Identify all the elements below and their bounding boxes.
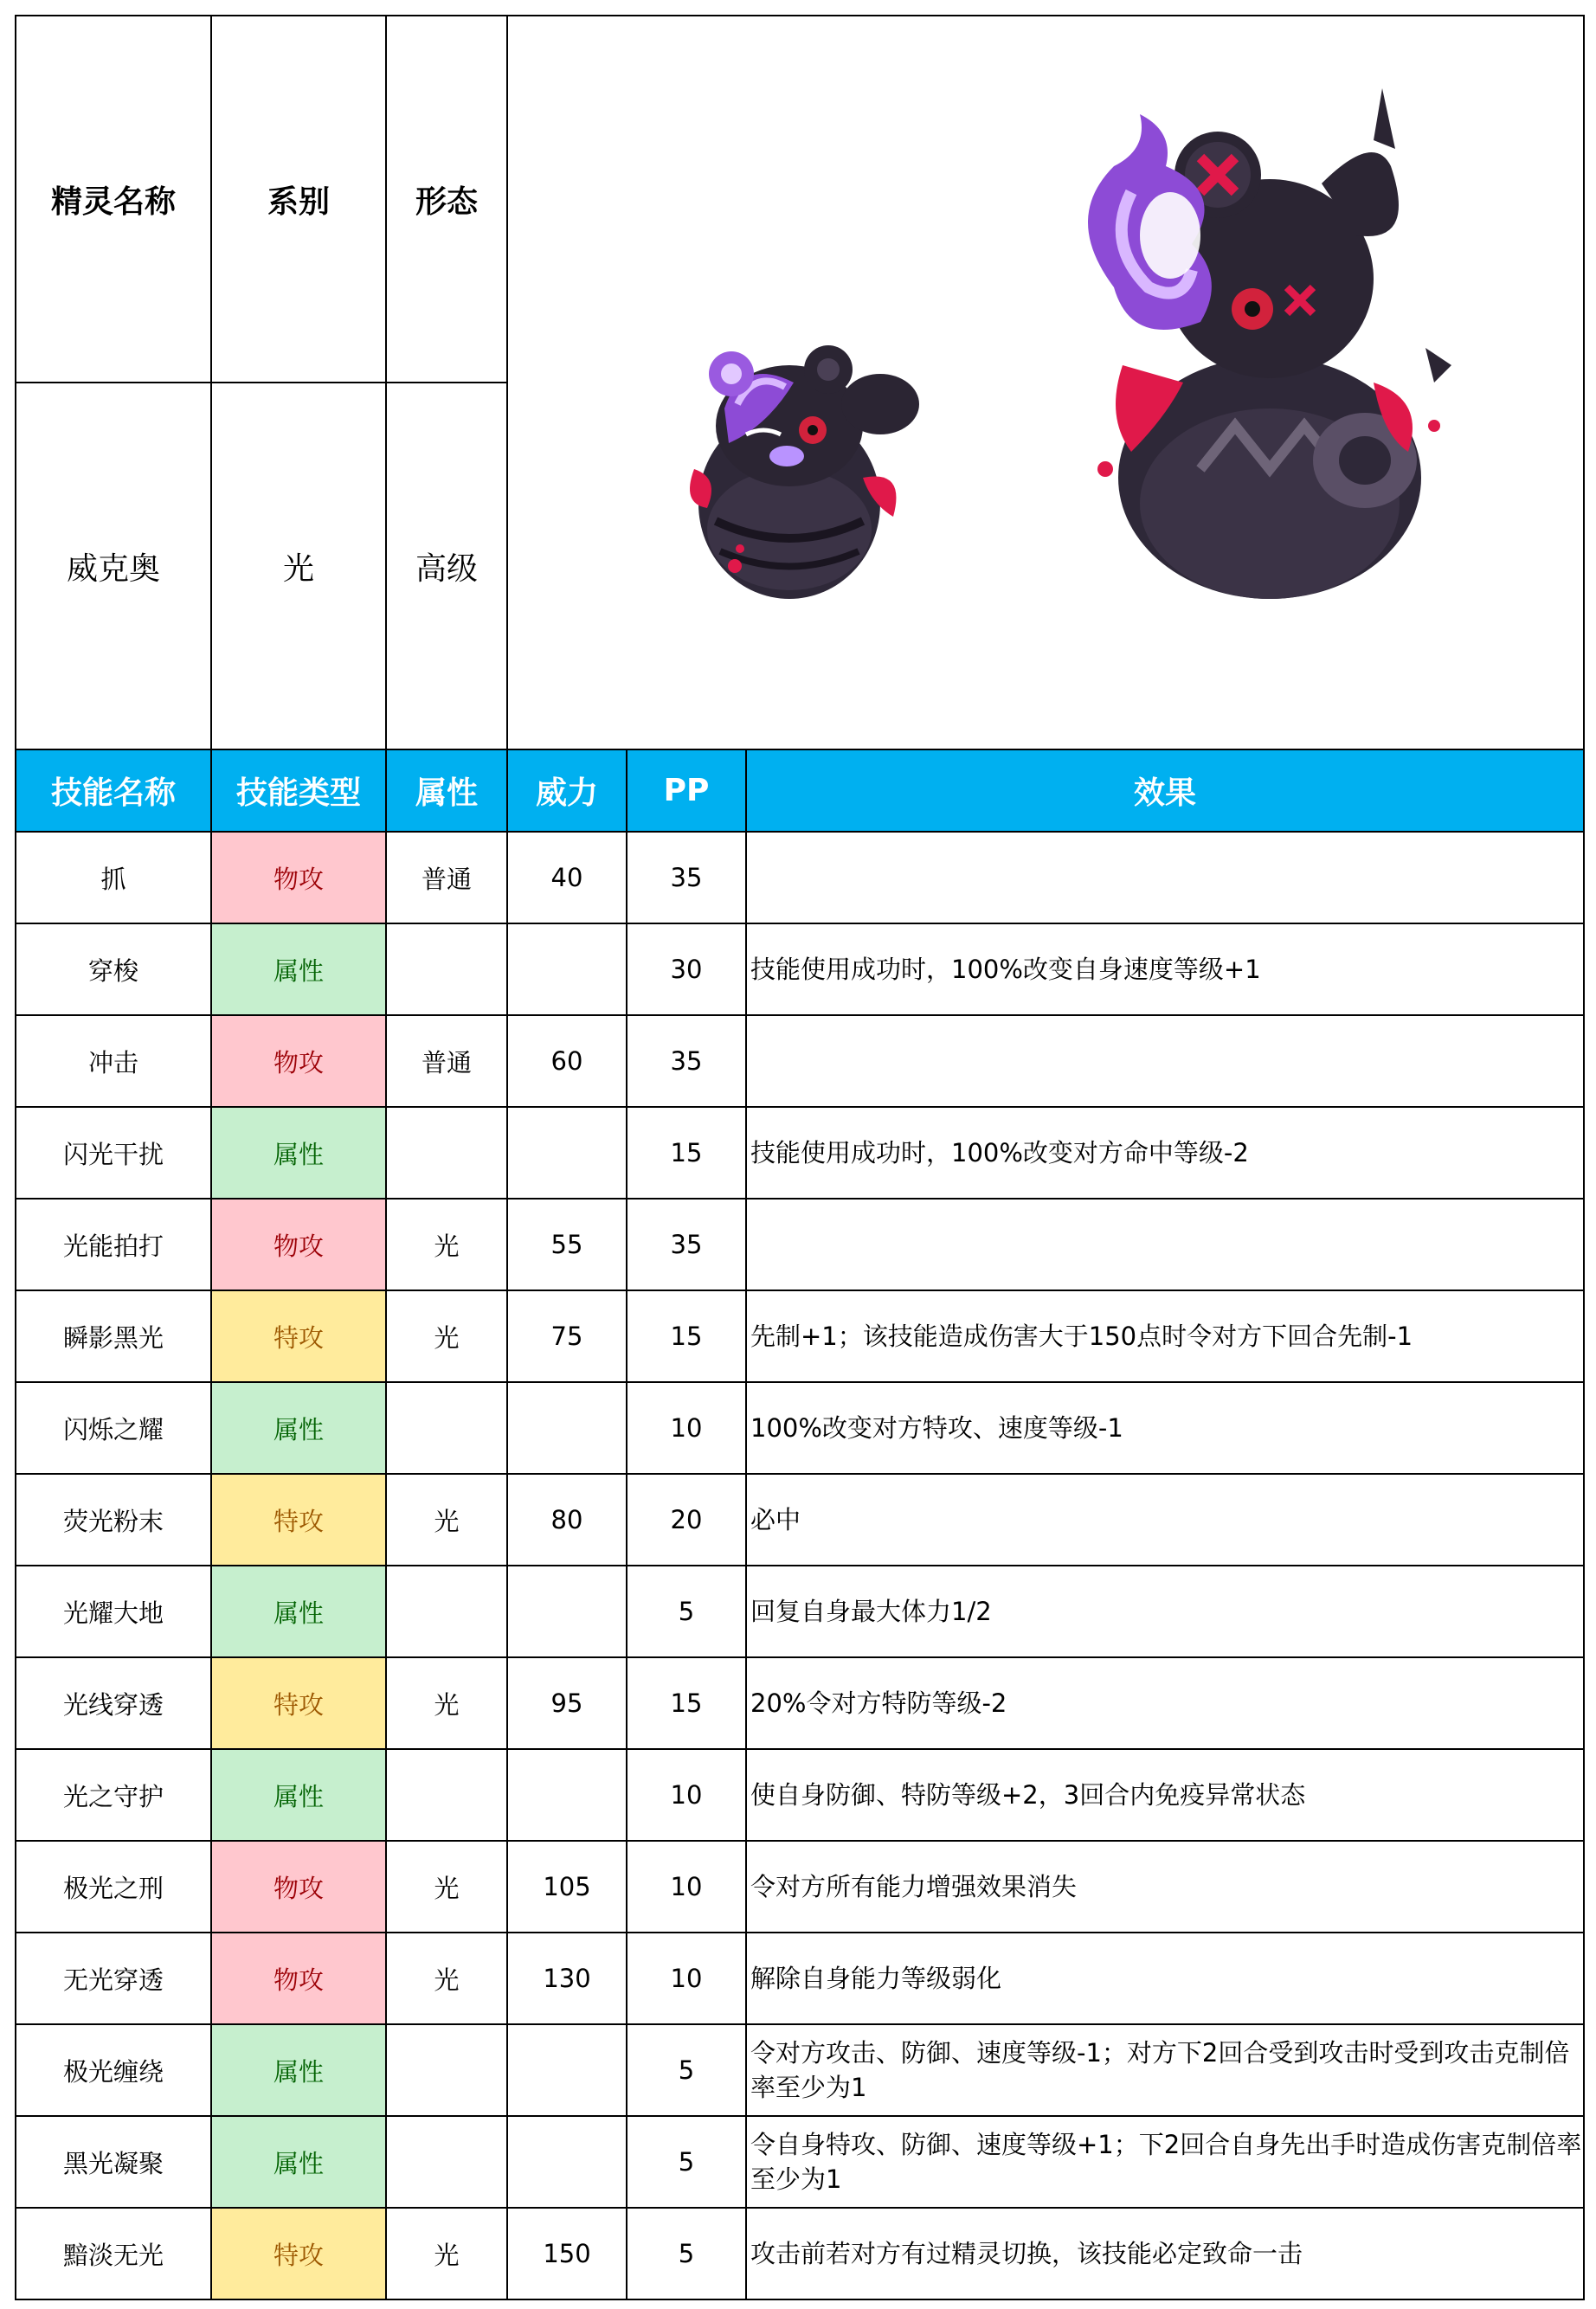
skill-name: 光能拍打 xyxy=(16,1199,211,1290)
skill-kind: 物攻 xyxy=(211,832,386,923)
skill-effect: 令自身特攻、防御、速度等级+1；下2回合自身先出手时造成伤害克制倍率至少为1 xyxy=(746,2116,1584,2208)
skill-kind: 特攻 xyxy=(211,1290,386,1382)
skill-power xyxy=(507,2116,627,2208)
skill-name: 极光之刑 xyxy=(16,1841,211,1933)
skill-row xyxy=(16,832,1584,923)
col-skill-element: 属性 xyxy=(386,749,507,832)
col-skill-power: 威力 xyxy=(507,749,627,832)
pet-large-form xyxy=(1088,88,1451,599)
skill-name: 冲击 xyxy=(16,1015,211,1107)
skill-power: 80 xyxy=(507,1474,627,1566)
skill-kind: 物攻 xyxy=(211,1841,386,1933)
skill-kind: 属性 xyxy=(211,1382,386,1474)
skill-element: 光 xyxy=(386,1199,507,1290)
skill-element: 光 xyxy=(386,1290,507,1382)
skill-power xyxy=(507,923,627,1015)
skill-name: 穿梭 xyxy=(16,923,211,1015)
skill-name: 抓 xyxy=(16,832,211,923)
skill-row xyxy=(16,1474,1584,1566)
skill-pp: 5 xyxy=(627,2208,746,2299)
skill-power xyxy=(507,1749,627,1841)
skill-power: 105 xyxy=(507,1841,627,1933)
skill-row xyxy=(16,2208,1584,2299)
skill-effect xyxy=(746,1199,1584,1290)
skill-element xyxy=(386,2024,507,2116)
skill-power xyxy=(507,2024,627,2116)
skill-pp: 5 xyxy=(627,1566,746,1657)
pet-image-cell xyxy=(507,16,1584,749)
skill-kind: 属性 xyxy=(211,923,386,1015)
skill-power: 95 xyxy=(507,1657,627,1749)
skill-name: 无光穿透 xyxy=(16,1933,211,2024)
skill-pp: 10 xyxy=(627,1841,746,1933)
skill-effect xyxy=(746,1015,1584,1107)
skill-element: 光 xyxy=(386,1474,507,1566)
skill-element: 光 xyxy=(386,1657,507,1749)
skill-row xyxy=(16,923,1584,1015)
skill-name: 黯淡无光 xyxy=(16,2208,211,2299)
skill-power xyxy=(507,1382,627,1474)
skill-element xyxy=(386,1107,507,1199)
skill-name: 瞬影黑光 xyxy=(16,1290,211,1382)
skill-pp: 15 xyxy=(627,1657,746,1749)
skill-row xyxy=(16,1933,1584,2024)
skill-row xyxy=(16,1290,1584,1382)
skill-effect: 解除自身能力等级弱化 xyxy=(746,1933,1584,2024)
skill-effect xyxy=(746,832,1584,923)
skill-effect: 技能使用成功时，100%改变对方命中等级-2 xyxy=(746,1107,1584,1199)
skill-name: 光线穿透 xyxy=(16,1657,211,1749)
skill-element: 光 xyxy=(386,1933,507,2024)
skill-kind: 特攻 xyxy=(211,1657,386,1749)
skill-power: 130 xyxy=(507,1933,627,2024)
skill-kind: 属性 xyxy=(211,1107,386,1199)
header-form: 形态 xyxy=(386,16,507,383)
skill-power: 150 xyxy=(507,2208,627,2299)
skill-row xyxy=(16,2024,1584,2116)
skill-power: 75 xyxy=(507,1290,627,1382)
skill-pp: 15 xyxy=(627,1290,746,1382)
skill-element xyxy=(386,1566,507,1657)
skill-row xyxy=(16,1199,1584,1290)
skill-power xyxy=(507,1566,627,1657)
skill-row xyxy=(16,2116,1584,2208)
skill-effect: 攻击前若对方有过精灵切换，该技能必定致命一击 xyxy=(746,2208,1584,2299)
skill-effect: 令对方攻击、防御、速度等级-1；对方下2回合受到攻击时受到攻击克制倍率至少为1 xyxy=(746,2024,1584,2116)
skill-name: 光之守护 xyxy=(16,1749,211,1841)
skill-kind: 属性 xyxy=(211,1749,386,1841)
skill-power: 40 xyxy=(507,832,627,923)
skill-name: 闪烁之耀 xyxy=(16,1382,211,1474)
skill-element xyxy=(386,923,507,1015)
skill-kind: 属性 xyxy=(211,1566,386,1657)
skill-power: 55 xyxy=(507,1199,627,1290)
col-skill-effect: 效果 xyxy=(746,749,1584,832)
pet-name: 威克奥 xyxy=(16,383,211,749)
skill-row xyxy=(16,1382,1584,1474)
skill-pp: 30 xyxy=(627,923,746,1015)
skill-pp: 10 xyxy=(627,1933,746,2024)
skills-header-row xyxy=(16,749,1584,832)
skill-row xyxy=(16,1841,1584,1933)
skill-row xyxy=(16,1749,1584,1841)
skill-pp: 35 xyxy=(627,832,746,923)
skill-kind: 物攻 xyxy=(211,1199,386,1290)
skill-kind: 属性 xyxy=(211,2024,386,2116)
skill-element xyxy=(386,1382,507,1474)
skill-pp: 5 xyxy=(627,2024,746,2116)
skill-name: 极光缠绕 xyxy=(16,2024,211,2116)
skill-element: 光 xyxy=(386,2208,507,2299)
skill-kind: 特攻 xyxy=(211,2208,386,2299)
skill-power: 60 xyxy=(507,1015,627,1107)
skill-name: 黑光凝聚 xyxy=(16,2116,211,2208)
col-skill-name: 技能名称 xyxy=(16,749,211,832)
skill-element xyxy=(386,2116,507,2208)
skill-effect: 100%改变对方特攻、速度等级-1 xyxy=(746,1382,1584,1474)
header-name: 精灵名称 xyxy=(16,16,211,383)
skill-row xyxy=(16,1657,1584,1749)
skill-kind: 特攻 xyxy=(211,1474,386,1566)
skill-sheet xyxy=(15,15,1585,2300)
skill-effect: 技能使用成功时，100%改变自身速度等级+1 xyxy=(746,923,1584,1015)
skill-kind: 属性 xyxy=(211,2116,386,2208)
skill-pp: 35 xyxy=(627,1199,746,1290)
skill-name: 光耀大地 xyxy=(16,1566,211,1657)
skill-effect: 先制+1；该技能造成伤害大于150点时令对方下回合先制-1 xyxy=(746,1290,1584,1382)
pet-small-form xyxy=(690,345,919,599)
skill-effect: 20%令对方特防等级-2 xyxy=(746,1657,1584,1749)
skill-element: 光 xyxy=(386,1841,507,1933)
skill-effect: 必中 xyxy=(746,1474,1584,1566)
skill-pp: 35 xyxy=(627,1015,746,1107)
skill-power xyxy=(507,1107,627,1199)
skill-row xyxy=(16,1015,1584,1107)
skill-effect: 令对方所有能力增强效果消失 xyxy=(746,1841,1584,1933)
col-skill-pp: PP xyxy=(627,749,746,832)
skill-effect: 使自身防御、特防等级+2，3回合内免疫异常状态 xyxy=(746,1749,1584,1841)
skill-pp: 5 xyxy=(627,2116,746,2208)
pet-form: 高级 xyxy=(386,383,507,749)
skill-kind: 物攻 xyxy=(211,1933,386,2024)
pet-type: 光 xyxy=(211,383,386,749)
skill-name: 荧光粉末 xyxy=(16,1474,211,1566)
skill-effect: 回复自身最大体力1/2 xyxy=(746,1566,1584,1657)
skill-pp: 15 xyxy=(627,1107,746,1199)
skill-element: 普通 xyxy=(386,1015,507,1107)
skill-row xyxy=(16,1566,1584,1657)
skill-pp: 10 xyxy=(627,1382,746,1474)
header-type: 系别 xyxy=(211,16,386,383)
skill-name: 闪光干扰 xyxy=(16,1107,211,1199)
skill-kind: 物攻 xyxy=(211,1015,386,1107)
skill-row xyxy=(16,1107,1584,1199)
skill-pp: 10 xyxy=(627,1749,746,1841)
col-skill-kind: 技能类型 xyxy=(211,749,386,832)
skill-pp: 20 xyxy=(627,1474,746,1566)
skill-element: 普通 xyxy=(386,832,507,923)
skill-element xyxy=(386,1749,507,1841)
pet-illustration xyxy=(508,19,1581,746)
